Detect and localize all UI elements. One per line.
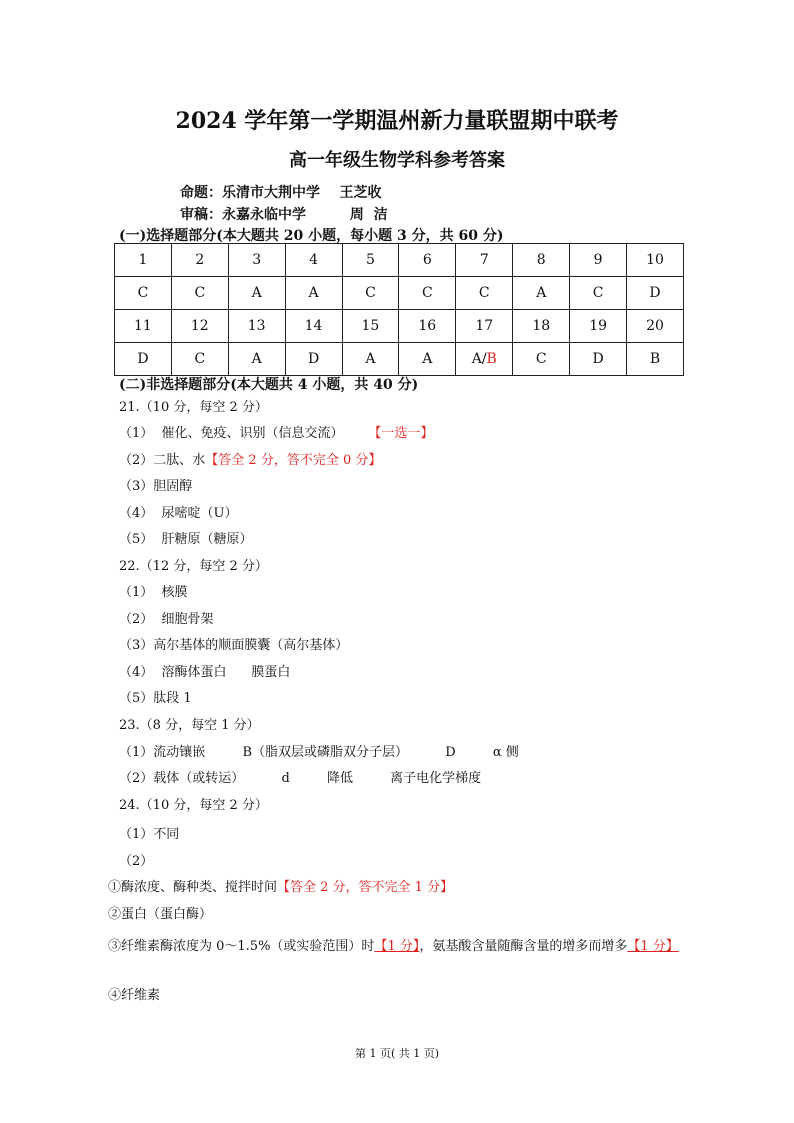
table-cell: A — [228, 277, 285, 310]
q21-line-1: （1） 催化、免疫、识别（信息交流） 【一选一】 — [119, 426, 434, 441]
table-cell: B — [627, 343, 684, 376]
reviewer-line: 审稿：永嘉永临中学 周 洁 — [180, 207, 388, 223]
table-cell: 2 — [171, 244, 228, 277]
table-cell: D — [627, 277, 684, 310]
table-cell: C — [399, 277, 456, 310]
table-cell: 7 — [456, 244, 513, 277]
q24-line-1: （1）不同 — [119, 827, 180, 842]
table-cell: 4 — [285, 244, 342, 277]
table-cell: C — [171, 277, 228, 310]
table-cell: 11 — [115, 310, 172, 343]
table-cell: C — [570, 277, 627, 310]
table-cell: 12 — [171, 310, 228, 343]
q24-heading: 24.（10 分，每空 2 分） — [119, 798, 268, 813]
table-cell: 8 — [513, 244, 570, 277]
table-cell: 14 — [285, 310, 342, 343]
author-line: 命题：乐清市大荆中学 王芝收 — [180, 185, 382, 201]
q17-answer-b: B — [486, 351, 497, 367]
q24-line-6: ④纤维素 — [108, 988, 161, 1003]
q22-heading: 22.（12 分，每空 2 分） — [119, 559, 268, 574]
table-cell: C — [115, 277, 172, 310]
table-cell: C — [171, 343, 228, 376]
table-cell: 20 — [627, 310, 684, 343]
table-cell: 19 — [570, 310, 627, 343]
page-footer: 第 1 页( 共 1 页) — [354, 1047, 440, 1060]
page-title: 2024 学年第一学期温州新力量联盟期中联考 — [175, 108, 619, 134]
table-cell: 18 — [513, 310, 570, 343]
q24-line-3: ①酶浓度、酶种类、搅拌时间【答全 2 分，答不完全 1 分】 — [108, 880, 454, 895]
table-row-numbers-2 — [115, 310, 684, 343]
q24-line-2: （2） — [119, 854, 154, 869]
table-cell: C — [513, 343, 570, 376]
q24-note-2: 【1 分】 — [374, 939, 420, 954]
table-cell: 16 — [399, 310, 456, 343]
q24-line-4: ②蛋白（蛋白酶） — [108, 907, 213, 922]
table-cell: 5 — [342, 244, 399, 277]
q22-line-5: （5）肽段 1 — [119, 691, 192, 706]
table-cell: D — [115, 343, 172, 376]
table-cell: 3 — [228, 244, 285, 277]
q23-line-1: （1）流动镶嵌 B（脂双层或磷脂双分子层） D α 侧 — [119, 745, 519, 760]
table-cell-q17 — [456, 343, 513, 376]
q24-line-5: ③纤维素酶浓度为 0～1.5%（或实验范围）时【1 分】，氨基酸含量随酶含量的增多而增多【1 分】 — [108, 939, 679, 954]
q22-line-2: （2） 细胞骨架 — [119, 612, 214, 627]
table-cell: A — [285, 277, 342, 310]
table-cell: A — [228, 343, 285, 376]
table-row-answers-1 — [115, 277, 684, 310]
q23-line-2: （2）载体（或转运） d 降低 离子电化学梯度 — [119, 771, 482, 786]
table-cell: 10 — [627, 244, 684, 277]
answer-table — [114, 243, 684, 376]
table-cell: C — [456, 277, 513, 310]
table-cell: 15 — [342, 310, 399, 343]
table-cell: A — [342, 343, 399, 376]
q22-line-3: （3）高尔基体的顺面膜囊（高尔基体） — [119, 638, 349, 653]
q21-line-5: （5） 肝糖原（糖原） — [119, 532, 253, 547]
q22-line-4: （4） 溶酶体蛋白 膜蛋白 — [119, 665, 291, 680]
q22-line-1: （1） 核膜 — [119, 585, 188, 600]
table-cell: D — [570, 343, 627, 376]
q21-heading: 21.（10 分，每空 2 分） — [119, 400, 268, 415]
table-cell: 17 — [456, 310, 513, 343]
table-cell: 1 — [115, 244, 172, 277]
q21-note-1: 【一选一】 — [368, 426, 434, 441]
table-cell: A — [399, 343, 456, 376]
section1-heading: (一)选择题部分(本大题共 20 小题，每小题 3 分，共 60 分) — [119, 228, 504, 244]
section2-heading: (二)非选择题部分(本大题共 4 小题，共 40 分) — [119, 377, 419, 393]
table-cell: 9 — [570, 244, 627, 277]
table-row-answers-2 — [115, 343, 684, 376]
table-cell: 13 — [228, 310, 285, 343]
table-row-numbers-1 — [115, 244, 684, 277]
table-cell: A — [513, 277, 570, 310]
page-subtitle: 高一年级生物学科参考答案 — [289, 150, 505, 171]
q21-line-4: （4） 尿嘧啶（U） — [119, 506, 238, 521]
q21-note-2: 【答全 2 分，答不完全 0 分】 — [205, 453, 382, 468]
q17-answer-a: A/ — [471, 351, 487, 367]
q23-heading: 23.（8 分，每空 1 分） — [119, 718, 260, 733]
table-cell: D — [285, 343, 342, 376]
table-cell: C — [342, 277, 399, 310]
q21-line-2: （2）二肽、水【答全 2 分，答不完全 0 分】 — [119, 453, 382, 468]
table-cell: 6 — [399, 244, 456, 277]
q21-line-3: （3）胆固醇 — [119, 479, 193, 494]
q24-note-3: 【1 分】 — [627, 939, 679, 954]
q24-note-1: 【答全 2 分，答不完全 1 分】 — [277, 880, 454, 895]
